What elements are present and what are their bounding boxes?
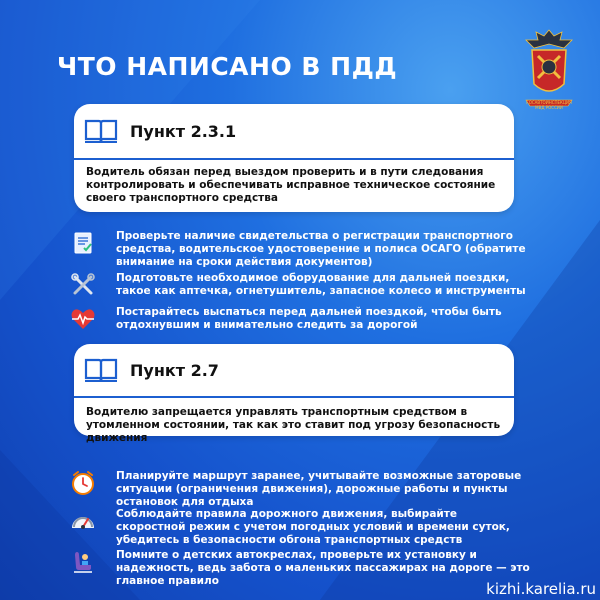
book-icon bbox=[84, 357, 118, 383]
tip-text: Постарайтесь выспаться перед дальней поездкой, чтобы быть отдохнувшим и внимательно следить за дорогой bbox=[116, 306, 502, 331]
tip-item bbox=[70, 470, 530, 509]
tip-item bbox=[70, 272, 530, 298]
rule-number: Пункт 2.3.1 bbox=[130, 121, 237, 141]
tip-text: Подготовьте необходимое оборудование для дальней поездки, такое как аптечка, огнетушитель, запасное колесо и инструменты bbox=[116, 272, 526, 297]
rule-text: Водителю запрещается управлять транспортным средством в утомленном состоянии, так как это ставит под угрозу безопасность движения bbox=[86, 406, 501, 444]
tip-item bbox=[70, 549, 530, 588]
child-seat-icon bbox=[70, 549, 96, 575]
document-icon bbox=[70, 230, 96, 256]
site-url: kizhi.karelia.ru bbox=[486, 580, 596, 598]
tip-item bbox=[70, 230, 530, 269]
rule-number: Пункт 2.7 bbox=[130, 360, 219, 380]
page-title: ЧТО НАПИСАНО В ПДД bbox=[57, 52, 398, 81]
rule-text: Водитель обязан перед выездом проверить и в пути следования контролировать и обеспечивать исправное техническое состояние своего транспортного средства bbox=[86, 166, 496, 204]
tip-item bbox=[70, 508, 530, 547]
tip-text: Планируйте маршрут заранее, учитывайте возможные заторовые ситуации (ограничения движения), дорожные работы и пункты остановок для отдыха bbox=[116, 470, 522, 508]
rule-card-2-3-1 bbox=[74, 104, 514, 212]
clock-icon bbox=[70, 470, 96, 496]
card-divider bbox=[74, 396, 514, 398]
emblem-caption: ГОСАВТОИНСПЕКЦИЯ МВД РОССИИ bbox=[526, 100, 572, 110]
tools-icon bbox=[70, 272, 96, 298]
rule-card-2-7 bbox=[74, 344, 514, 444]
book-icon bbox=[84, 118, 118, 144]
tip-text: Проверьте наличие свидетельства о регистрации транспортного средства, водительское удостоверение и полиса ОСАГО (обратите внимание на сроки действия документов) bbox=[116, 230, 526, 268]
tip-text: Соблюдайте правила дорожного движения, выбирайте скоростной режим с учетом погодных условий и времени суток, убедитесь в безопасности обгона транспортных средств bbox=[116, 508, 510, 546]
card-header bbox=[74, 104, 514, 158]
tip-item bbox=[70, 306, 530, 332]
card-header bbox=[74, 344, 514, 396]
card-divider bbox=[74, 158, 514, 160]
tip-text: Помните о детских автокреслах, проверьте их установку и надежность, ведь забота о маленьких пассажирах на дороге — это главное правило bbox=[116, 549, 530, 587]
heartbeat-icon bbox=[70, 306, 96, 332]
speedometer-icon bbox=[70, 508, 96, 534]
